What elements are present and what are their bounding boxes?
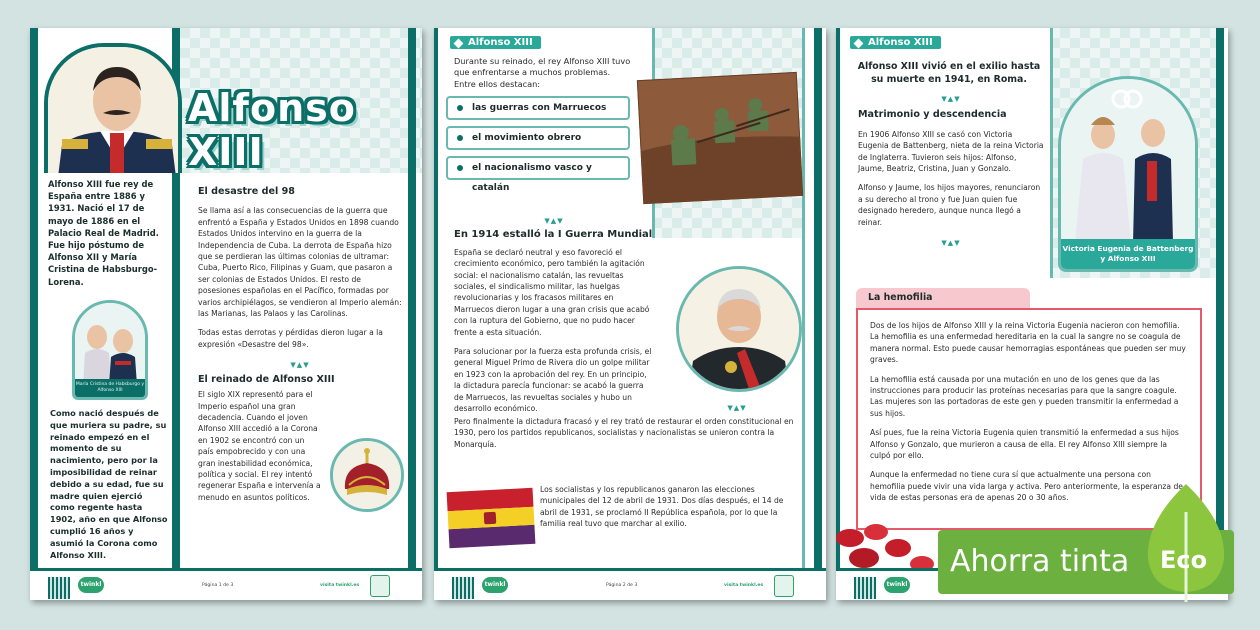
ww1-section <box>454 216 654 415</box>
mother-son-illustration <box>75 303 145 385</box>
divider-arrows: ▼▲▼ <box>941 239 961 248</box>
page-2 <box>434 28 826 600</box>
dictatorship-end-paragraph: Pero finalmente la dictadura fracasó y el rey trató de restaurar el orden constitucional en 1930, pero los partidos republicanos, socialistas y nacionalistas se unieron contra la Monarquía. <box>454 417 794 449</box>
marriage-paragraph-2: Alfonso y Jaume, los hijos mayores, renunciaron a su derecho al trono y fue Juan quien fue designado heredero, aunque nunca llegó a reinar. <box>858 183 1041 227</box>
hemophilia-tab: La hemofilia <box>856 288 1030 308</box>
bullet-item: el movimiento obrero <box>446 126 630 150</box>
hemophilia-paragraph-1: Dos de los hijos de Alfonso XIII y la reina Victoria Eugenia nacieron con hemofilia. La hemofilia es una enfermedad hereditaria en la cual la sangre no se coagula de manera normal. Esto puede causar hemorragias espontáneas que pueden ser muy graves. <box>870 321 1186 365</box>
marriage-heading: Matrimonio y descendencia <box>858 109 1007 121</box>
pattern-divider <box>1050 28 1053 278</box>
page-number: Página 2 de 3 <box>606 583 638 588</box>
hemophilia-paragraph-2: La hemofilia está causada por una mutación en uno de los genes que da las instrucciones para producir las proteínas necesarias para que la sangre coagule. Las mujeres son las portadoras de este gen y pueden transmitir la enfermedad a sus hijos. <box>870 374 1179 418</box>
problems-intro: Durante su reinado, el rey Alfonso XIII tuvo que enfrentarse a muchos problemas. Entre ellos destacan: <box>454 56 631 89</box>
left-edge-stripe <box>836 28 840 568</box>
section-tag: Alfonso XIII <box>850 36 941 49</box>
republic-paragraph: Los socialistas y los republicanos ganaron las elecciones municipales del 12 de abril de 1931. Dos días después, el 14 de abril de 1931, se proclamó II República española, por lo que la familia real tuvo que marchar al exilio. <box>540 485 784 529</box>
king-portrait <box>44 43 182 173</box>
twinkl-logo: twinkl <box>482 577 508 593</box>
ww1-paragraph-2: Para solucionar por la fuerza esta profunda crisis, el general Miguel Primo de Rivera dio un golpe militar en 1923 con la aprobación del rey. En un principio, la dictadura parecía funcionar: se acabó la guerra de Marruecos, las revueltas sociales y hubo un desarrollo económico. <box>454 347 652 414</box>
reinado-heading: El reinado de Alfonso XIII <box>198 373 335 385</box>
footer-url[interactable]: visita twinkl.es <box>320 583 360 588</box>
primo-de-rivera-portrait <box>676 266 802 392</box>
couple-caption: Victoria Eugenia de Battenberg y Alfonso XIII <box>1061 239 1195 269</box>
reinado-paragraph: El siglo XIX representó para el Imperio español una gran decadencia. Cuando el joven Alfonso XIII accedió a la Corona en 1902 se encontró con un país empobrecido y con una gran inestabilidad económica, política y social. El rey intentó regenerar España e intervenía a menudo en asuntos políticos. <box>198 390 321 502</box>
marriage-section <box>858 94 1044 249</box>
ww1-paragraph-1: España se declaró neutral y eso favoreció el crecimiento económico, pero también la agitación social: el nacionalismo catalán, las revueltas sociales, el sindicalismo militar, las huelgas revolucionarias y los fracasos militares en Marruecos dieron lugar a una gran crisis que acabó con la ruptura del Gobierno, que no pudo hacer frente a esta situación. <box>454 247 650 337</box>
desastre-heading: El desastre del 98 <box>198 186 295 197</box>
coat-of-arms-icon <box>484 511 497 524</box>
section-tag: Alfonso XIII <box>450 36 541 49</box>
royal-couple-illustration <box>1061 79 1195 243</box>
general-portrait-illustration <box>679 269 799 389</box>
hemophilia-paragraph-4: Aunque la enfermedad no tiene cura sí que actualmente una persona con hemofilia puede vivir una vida larga y activa. Pero anteriormente, la esperanza de vida de estas personas era de apenas 20 o 30 años. <box>870 470 1183 503</box>
crown-icon <box>333 441 401 509</box>
right-edge-stripe <box>814 28 822 568</box>
footer <box>30 568 422 600</box>
republic-flag-image <box>447 488 536 548</box>
marriage-paragraph-1: En 1906 Alfonso XIII se casó con Victoria Eugenia de Battenberg, nieta de la reina Victoria de Inglaterra. Tuvieron seis hijos: Alfonso, Jaume, Beatriz, Cristina, Juan y Gonzalo. <box>858 129 1044 174</box>
soldiers-trench-image <box>638 73 803 204</box>
twinkl-logo: twinkl <box>78 577 104 593</box>
desastre-paragraph-2: Todas estas derrotas y pérdidas dieron lugar a la expresión «Desastre del 98». <box>198 328 383 349</box>
hemophilia-content <box>870 320 1188 504</box>
ww1-heading: En 1914 estalló la I Guerra Mundial <box>454 229 653 241</box>
twinkl-logo: twinkl <box>884 577 910 593</box>
eco-banner-label: Ahorra tinta <box>950 544 1130 579</box>
intro-text: Alfonso XIII fue rey de España entre 1886 y 1931. Nació el 17 de mayo de 1886 en el Palacio Real de Madrid. Fue hijo póstumo de Alfonso XII y María Cristina de Habsburgo-Lorena. <box>48 179 159 287</box>
exile-lead: Alfonso XIII vivió en el exilio hasta su muerte en 1941, en Roma. <box>857 61 1041 85</box>
qr-code-icon <box>452 577 474 599</box>
eco-badge-label: Eco <box>1160 546 1208 574</box>
right-edge-stripe <box>408 28 416 568</box>
quality-badge-icon <box>774 575 794 597</box>
page-number: Página 1 de 3 <box>202 583 234 588</box>
royal-couple-portrait <box>1058 76 1198 272</box>
right-inner-rule <box>802 28 805 568</box>
page-title: Alfonso XIII <box>188 86 356 174</box>
eco-leaf-icon <box>1140 482 1232 602</box>
divider-arrows: ▼▲▼ <box>290 361 310 370</box>
medallion-caption: María Cristina de Habsburgo y Alfonso XIII <box>75 379 145 397</box>
divider-arrows: ▼▲▼ <box>544 217 564 225</box>
crown-image <box>330 438 404 512</box>
divider-arrows: ▼▲▼ <box>727 404 747 412</box>
soldiers-illustration <box>637 72 803 204</box>
divider-arrows: ▼▲▼ <box>941 95 961 103</box>
footer-url[interactable]: visita twinkl.es <box>724 583 764 588</box>
qr-code-icon <box>854 577 876 599</box>
bullet-item: las guerras con Marruecos <box>446 96 630 120</box>
king-portrait-illustration <box>48 47 182 173</box>
footer <box>434 568 826 600</box>
mother-son-medallion <box>72 300 148 400</box>
hemophilia-paragraph-3: Así pues, fue la reina Victoria Eugenia quien transmitió la enfermedad a sus hijos Alfonso y Gonzalo, que murieron a causa de ella. El rey Alfonso XIII siempre la culpó por ello. <box>870 428 1179 461</box>
regency-text: Como nació después de que muriera su padre, su reinado empezó en el momento de su nacimiento, pero por la imposibilidad de reinar debido a su edad, fue su madre quien ejerció como regente hasta 1902, año en que Alfonso cumplió 16 años y asumió la Corona como Alfonso XIII. <box>50 408 168 560</box>
left-edge-stripe <box>434 28 438 568</box>
quality-badge-icon <box>370 575 390 597</box>
bullet-item: el nacionalismo vasco y catalán <box>446 156 630 180</box>
qr-code-icon <box>48 577 70 599</box>
page-1 <box>30 28 422 600</box>
desastre-paragraph-1: Se llama así a las consecuencias de la guerra que enfrentó a España y Estados Unidos en 1898 cuando Estados Unidos intervino en la guerra de la Independencia de Cuba. La derrota de España hizo que se perdieran las últimas colonias de ultramar: Cuba, Puerto Rico, Filipinas y Guam, que pasaron a ser colonias de Estados Unidos. El resto de posesiones españolas en el Pacífico, formadas por varios archipiélagos, se vendieron al Imperio alemán: las Marianas, las Palaos y las Carolinas. <box>198 206 402 319</box>
